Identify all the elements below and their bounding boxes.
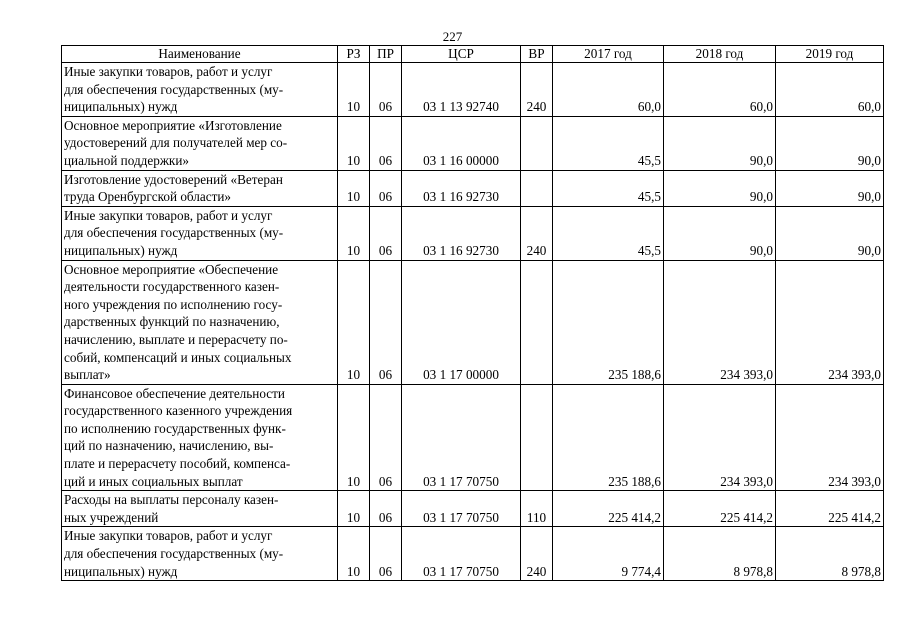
row-name-line: начислению, выплате и перерасчету по-	[64, 331, 288, 347]
budget-table	[61, 45, 884, 581]
row-csr: 03 1 16 92730	[402, 170, 521, 206]
row-name-line: собий, компенсаций и иных социальных	[64, 349, 292, 365]
row-vr	[521, 170, 553, 206]
row-name-line: труда Оренбургской области»	[64, 189, 232, 205]
row-name	[62, 260, 338, 384]
row-name-line: удостоверений для получателей мер со-	[64, 135, 288, 151]
row-2018: 225 414,2	[664, 491, 776, 527]
row-2017: 235 188,6	[553, 384, 664, 491]
row-name-line: Иные закупки товаров, работ и услуг	[64, 64, 273, 79]
row-2019: 90,0	[776, 206, 884, 260]
table-row	[62, 527, 884, 581]
row-name	[62, 63, 338, 117]
row-2017: 9 774,4	[553, 527, 664, 581]
row-csr: 03 1 16 00000	[402, 116, 521, 170]
row-2018: 90,0	[664, 206, 776, 260]
row-name-line: деятельности государственного казен-	[64, 279, 280, 295]
row-name-line: Финансовое обеспечение деятельности	[64, 385, 285, 401]
row-pr: 06	[370, 384, 402, 491]
row-name-line: ций и иных социальных выплат	[64, 473, 243, 489]
row-2018: 234 393,0	[664, 260, 776, 384]
row-name-line: дарственных функций по назначению,	[64, 314, 280, 330]
row-pr: 06	[370, 170, 402, 206]
row-2018: 234 393,0	[664, 384, 776, 491]
row-csr: 03 1 16 92730	[402, 206, 521, 260]
row-csr: 03 1 17 70750	[402, 491, 521, 527]
row-name-line: по исполнению государственных функ-	[64, 420, 286, 436]
row-csr: 03 1 17 70750	[402, 527, 521, 581]
row-2018: 60,0	[664, 63, 776, 117]
row-2017: 225 414,2	[553, 491, 664, 527]
row-name	[62, 170, 338, 206]
table-row	[62, 491, 884, 527]
header-2018: 2018 год	[664, 46, 776, 63]
row-vr	[521, 260, 553, 384]
row-name-line: для обеспечения государственных (му-	[64, 81, 284, 97]
row-pr: 06	[370, 491, 402, 527]
row-2018: 8 978,8	[664, 527, 776, 581]
row-rz: 10	[338, 116, 370, 170]
row-name-line: Изготовление удостоверений «Ветеран	[64, 171, 283, 187]
header-pr: ПР	[370, 46, 402, 63]
header-rz: РЗ	[338, 46, 370, 63]
row-rz: 10	[338, 206, 370, 260]
row-pr: 06	[370, 206, 402, 260]
row-name-line: ниципальных) нужд	[64, 99, 178, 115]
row-vr	[521, 384, 553, 491]
row-vr: 240	[521, 206, 553, 260]
header-name: Наименование	[62, 46, 338, 63]
table-row	[62, 63, 884, 117]
row-name-line: для обеспечения государственных (му-	[64, 546, 284, 562]
header-vr: ВР	[521, 46, 553, 63]
row-2017: 45,5	[553, 116, 664, 170]
row-name	[62, 116, 338, 170]
row-rz: 10	[338, 63, 370, 117]
row-pr: 06	[370, 116, 402, 170]
row-name-line: ного учреждения по исполнению госу-	[64, 296, 283, 312]
row-2019: 8 978,8	[776, 527, 884, 581]
table-row	[62, 206, 884, 260]
row-vr: 110	[521, 491, 553, 527]
row-2019: 90,0	[776, 170, 884, 206]
row-2017: 60,0	[553, 63, 664, 117]
row-pr: 06	[370, 527, 402, 581]
row-rz: 10	[338, 491, 370, 527]
row-name-line: Основное мероприятие «Обеспечение	[64, 261, 279, 277]
row-2019: 60,0	[776, 63, 884, 117]
row-rz: 10	[338, 384, 370, 491]
row-name-line: ных учреждений	[64, 509, 159, 525]
row-rz: 10	[338, 170, 370, 206]
header-2019: 2019 год	[776, 46, 884, 63]
row-vr: 240	[521, 527, 553, 581]
page-number: 227	[442, 29, 463, 44]
table-row	[62, 170, 884, 206]
row-csr: 03 1 13 92740	[402, 63, 521, 117]
header-row	[62, 46, 884, 63]
table-row	[62, 116, 884, 170]
row-pr: 06	[370, 260, 402, 384]
row-name-line: выплат»	[64, 367, 111, 383]
row-csr: 03 1 17 00000	[402, 260, 521, 384]
header-csr: ЦСР	[402, 46, 521, 63]
row-2018: 90,0	[664, 170, 776, 206]
row-2019: 225 414,2	[776, 491, 884, 527]
row-name-line: Иные закупки товаров, работ и услуг	[64, 207, 273, 223]
row-name-line: плате и перерасчету пособий, компенса-	[64, 456, 291, 472]
row-2019: 234 393,0	[776, 384, 884, 491]
row-name-line: Основное мероприятие «Изготовление	[64, 117, 282, 133]
table-row	[62, 384, 884, 491]
row-rz: 10	[338, 527, 370, 581]
row-name	[62, 527, 338, 581]
row-pr: 06	[370, 63, 402, 117]
row-2017: 235 188,6	[553, 260, 664, 384]
row-2019: 234 393,0	[776, 260, 884, 384]
row-2017: 45,5	[553, 170, 664, 206]
row-name	[62, 206, 338, 260]
row-vr: 240	[521, 63, 553, 117]
row-name	[62, 384, 338, 491]
row-name-line: циальной поддержки»	[64, 152, 189, 168]
table-row	[62, 260, 884, 384]
row-name-line: Расходы на выплаты персоналу казен-	[64, 492, 279, 508]
row-name-line: ниципальных) нужд	[64, 242, 178, 258]
row-name-line: для обеспечения государственных (му-	[64, 225, 284, 241]
row-name-line: ниципальных) нужд	[64, 563, 178, 579]
row-name	[62, 491, 338, 527]
row-csr: 03 1 17 70750	[402, 384, 521, 491]
row-rz: 10	[338, 260, 370, 384]
row-name-line: государственного казенного учреждения	[64, 403, 293, 419]
row-name-line: ций по назначению, начислению, вы-	[64, 438, 274, 454]
header-2017: 2017 год	[553, 46, 664, 63]
row-vr	[521, 116, 553, 170]
row-name-line: Иные закупки товаров, работ и услуг	[64, 528, 273, 544]
row-2017: 45,5	[553, 206, 664, 260]
row-2019: 90,0	[776, 116, 884, 170]
row-2018: 90,0	[664, 116, 776, 170]
